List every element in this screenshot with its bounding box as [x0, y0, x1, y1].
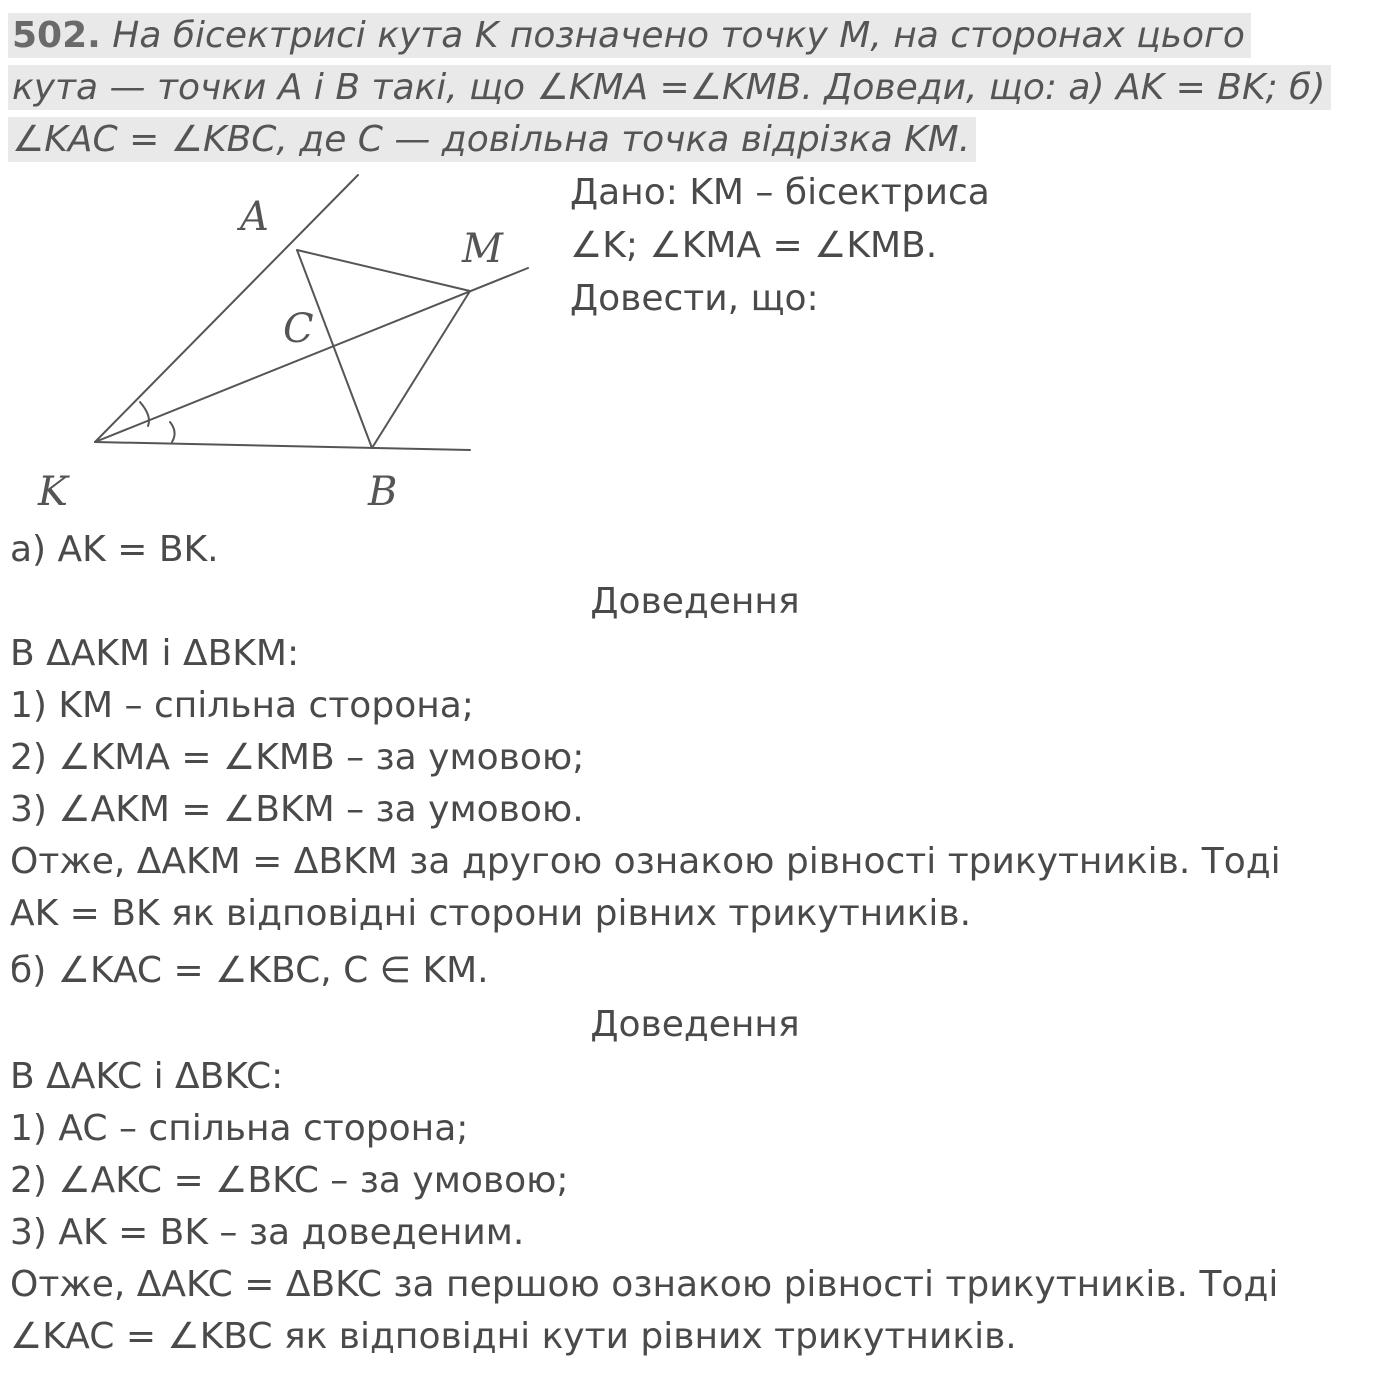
ray-km [95, 268, 528, 442]
given-line-2: ∠K; ∠KMA = ∠KMB. [570, 225, 938, 266]
label-a: A [240, 194, 269, 240]
problem-line-3: ∠KAC = ∠KBC, де C — довільна точка відрізка KM. [12, 119, 971, 160]
part-b-conclusion-2: ∠KAC = ∠KBC як відповідні кути рівних трикутників. [10, 1316, 1017, 1357]
part-a-step-2: 2) ∠KMA = ∠KMB – за умовою; [10, 737, 585, 778]
part-b-statement: б) ∠KAC = ∠KBC, C ∈ KM. [10, 950, 489, 991]
part-b-conclusion-1: Отже, ΔAKC = ΔBKC за першою ознакою рівності трикутників. Тоді [10, 1264, 1279, 1305]
label-k: K [38, 469, 68, 515]
given-line-1: Дано: KM – бісектриса [570, 172, 990, 213]
part-a-conclusion-2: AK = BK як відповідні сторони рівних трикутників. [10, 893, 972, 934]
part-a-conclusion-1: Отже, ΔAKM = ΔBKM за другою ознакою рівності трикутників. Тоді [10, 841, 1281, 882]
problem-line-2: кута — точки A і B такі, що ∠KMA =∠KMB. Доведи, що: а) AK = BK; б) [12, 67, 1326, 108]
part-b-step-1: 1) AC – спільна сторона; [10, 1108, 469, 1149]
geometry-figure [0, 160, 560, 530]
label-m: M [462, 226, 503, 272]
part-b-step-2: 2) ∠AKC = ∠BKC – за умовою; [10, 1160, 569, 1201]
problem-line-1-highlight [8, 13, 1251, 58]
given-block [570, 166, 990, 325]
label-c: C [283, 306, 314, 352]
part-a-statement: а) AK = BK. [10, 529, 219, 570]
part-a-step-3: 3) ∠AKM = ∠BKM – за умовою. [10, 789, 584, 830]
angle-arc-lower [170, 422, 175, 442]
problem-line-2-highlight [8, 65, 1331, 110]
given-line-3: Довести, що: [570, 278, 819, 319]
label-b: B [368, 469, 398, 515]
part-b-intro: В ΔAKC і ΔBKC: [10, 1056, 284, 1097]
ray-kb [95, 442, 470, 450]
part-b-step-3: 3) AK = BK – за доведеним. [10, 1212, 525, 1253]
part-a-intro: В ΔAKM і ΔBKM: [10, 633, 300, 674]
problem-line-1: На бісектрисі кута K позначено точку M, на сторонах цього [112, 15, 1245, 56]
segment-am [297, 250, 470, 291]
part-a-step-1: 1) KM – спільна сторона; [10, 685, 474, 726]
part-b-proof-heading: Доведення [590, 1004, 800, 1045]
problem-number: 502. [12, 15, 101, 56]
part-a-proof-heading: Доведення [590, 581, 800, 622]
problem-line-3-highlight [8, 117, 976, 162]
problem-statement [8, 10, 1378, 166]
segment-mb [372, 291, 470, 448]
